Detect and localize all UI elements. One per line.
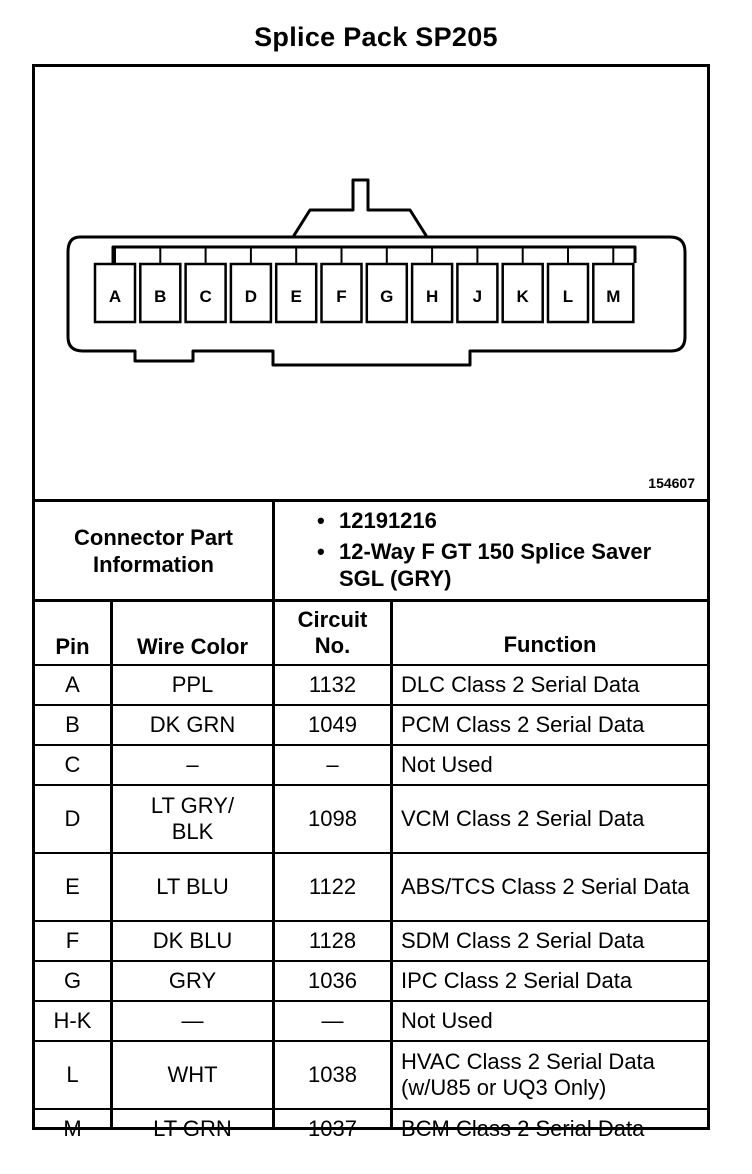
connector-pin-label: C [199,287,212,306]
circuit-cell: 1132 [308,672,357,697]
wire-color-cell: PPL [171,672,214,697]
function-cell: IPC Class 2 Serial Data [401,968,633,993]
connector-pin-label: E [290,287,302,306]
function-cell: Not Used [401,752,493,777]
function-cell: Not Used [401,1008,493,1033]
connector-pin-label: A [108,287,122,306]
connector-pin-label: F [336,287,347,306]
header-pin: Pin [55,634,90,659]
connector-pin-group [95,248,633,322]
connector-info-bullets [317,507,697,596]
circuit-cell: 1038 [308,1062,357,1087]
connector-pin-label: K [516,287,529,306]
wire-color-cell: DK GRN [149,712,236,737]
connector-pin-label: G [380,287,394,306]
connector-pin-label: D [244,287,258,306]
circuit-cell: — [321,1008,344,1033]
function-cell: DLC Class 2 Serial Data [401,672,640,697]
wire-color-cell: — [181,1008,204,1033]
function-cell: VCM Class 2 Serial Data [401,806,645,831]
header-wire-color: Wire Color [136,634,249,659]
bullet-item: • 12191216 [317,508,437,533]
page-title: Splice Pack SP205 [254,22,498,52]
connector-pin-label: B [154,287,167,306]
connector-diagram [35,67,707,499]
circuit-cell: 1098 [308,806,357,831]
pin-cell: B [65,712,80,737]
pin-cell: C [64,752,81,777]
connector-info-label: Connector Part Information [74,524,233,577]
wire-color-cell: LT GRY/ BLK [150,793,235,844]
function-cell: BCM Class 2 Serial Data [401,1116,645,1141]
circuit-cell: 1122 [308,874,357,899]
pin-cell: E [65,874,80,899]
bullet-item: • 12-Way F GT 150 Splice Saver SGL (GRY) [317,539,652,591]
header-function: Function [503,632,597,657]
function-cell: ABS/TCS Class 2 Serial Data [401,874,690,899]
circuit-cell: 1128 [308,928,357,953]
pin-cell: F [65,928,80,953]
connector-pin-label: L [562,287,574,306]
circuit-cell: 1037 [308,1116,357,1141]
connector-pin-label: H [425,287,439,306]
header-circuit-no: Circuit No. [297,607,368,658]
circuit-cell: 1049 [308,712,357,737]
connector-pin-label: J [472,287,483,306]
wire-color-cell: WHT [167,1062,218,1087]
wire-color-cell: LT BLU [156,874,229,899]
function-cell: HVAC Class 2 Serial Data (w/U85 or UQ3 Only) [401,1049,655,1100]
circuit-cell: 1036 [308,968,357,993]
pin-cell: G [63,968,82,993]
function-cell: SDM Class 2 Serial Data [401,928,645,953]
wire-color-cell: GRY [168,968,217,993]
image-number: 154607 [648,475,695,491]
connector-pin-label: M [606,287,621,306]
rule [272,499,275,599]
wire-color-cell: – [186,752,199,777]
pin-cell: L [66,1062,79,1087]
wire-color-cell: LT GRN [153,1116,232,1141]
circuit-cell: – [326,752,339,777]
pin-cell: D [64,806,81,831]
pin-cell: H-K [53,1008,92,1033]
connector-sheet [32,64,710,1141]
wire-color-cell: DK BLU [152,928,233,953]
pin-cell: A [65,672,80,697]
pin-cell: M [63,1116,82,1141]
function-cell: PCM Class 2 Serial Data [401,712,645,737]
